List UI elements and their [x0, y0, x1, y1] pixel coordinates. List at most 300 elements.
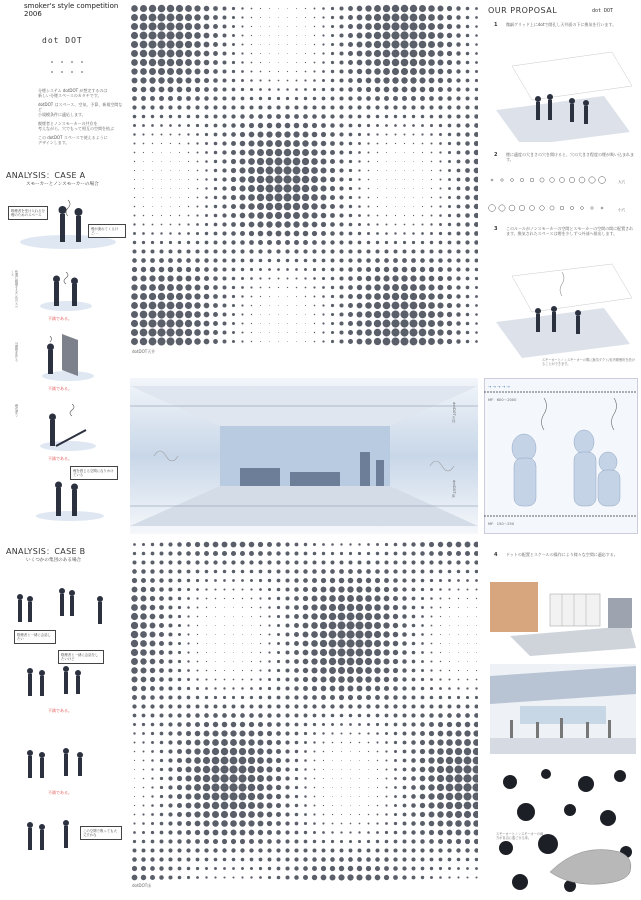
halftone-dot [376, 840, 379, 843]
halftone-dot [466, 43, 470, 47]
halftone-dot [132, 569, 137, 574]
halftone-dot [222, 276, 226, 280]
halftone-dot [439, 115, 443, 119]
halftone-dot [386, 769, 388, 771]
halftone-dot [403, 804, 407, 808]
halftone-dot [314, 323, 315, 324]
halftone-dot [168, 569, 172, 573]
halftone-dot [456, 60, 460, 64]
halftone-dot [206, 607, 207, 608]
halftone-dot [400, 310, 408, 318]
halftone-dot [168, 560, 172, 564]
halftone-dot [161, 224, 163, 226]
halftone-dot [394, 250, 398, 254]
halftone-dot [474, 551, 478, 556]
halftone-dot [287, 314, 288, 315]
halftone-dot [313, 79, 316, 82]
halftone-dot [258, 542, 263, 547]
halftone-dot [350, 778, 351, 779]
halftone-dot [429, 267, 434, 272]
halftone-dot [421, 642, 424, 645]
halftone-dot [429, 731, 434, 736]
halftone-dot [274, 166, 282, 174]
halftone-dot [430, 241, 433, 244]
halftone-dot [232, 705, 236, 709]
halftone-dot [357, 866, 362, 871]
halftone-dot [331, 322, 334, 325]
halftone-dot [150, 87, 156, 93]
halftone-dot [464, 811, 471, 818]
halftone-dot [386, 778, 388, 780]
halftone-dot [160, 732, 164, 736]
halftone-dot [330, 231, 335, 236]
halftone-dot [431, 197, 432, 198]
halftone-dot [233, 607, 234, 608]
halftone-dot [359, 796, 360, 797]
halftone-dot [278, 8, 279, 9]
halftone-dot [232, 687, 234, 689]
halftone-dot [465, 231, 469, 235]
halftone-dot [321, 105, 325, 109]
halftone-dot [322, 34, 324, 36]
halftone-dot [474, 132, 478, 137]
halftone-dot [178, 633, 181, 636]
halftone-dot [367, 133, 370, 136]
halftone-dot [178, 660, 181, 663]
halftone-dot [438, 731, 444, 737]
halftone-dot [374, 622, 381, 629]
halftone-dot [170, 215, 171, 216]
halftone-dot [403, 786, 407, 790]
halftone-dot [160, 831, 164, 835]
halftone-dot [159, 578, 163, 582]
halftone-dot [312, 857, 316, 861]
halftone-dot [330, 159, 335, 164]
halftone-dot [475, 70, 478, 73]
halftone-dot [393, 587, 398, 592]
halftone-dot [223, 858, 227, 862]
halftone-dot [140, 329, 148, 337]
halftone-dot [196, 579, 199, 582]
halftone-dot [131, 14, 138, 21]
halftone-dot [177, 551, 181, 555]
halftone-dot [456, 249, 460, 253]
halftone-dot [356, 667, 363, 674]
halftone-dot [312, 560, 316, 564]
halftone-dot [358, 831, 360, 833]
halftone-dot [332, 751, 333, 752]
halftone-dot [348, 6, 353, 11]
halftone-dot [231, 222, 236, 227]
halftone-dot [178, 597, 181, 600]
halftone-dot [474, 114, 478, 118]
halftone-dot [320, 649, 327, 656]
halftone-dot [195, 740, 201, 746]
halftone-dot [386, 188, 387, 189]
halftone-dot [206, 598, 208, 600]
halftone-dot [168, 614, 172, 618]
halftone-dot [376, 241, 379, 244]
halftone-dot [151, 241, 154, 244]
halftone-dot [437, 338, 443, 344]
halftone-dot [312, 578, 317, 583]
halftone-dot [384, 96, 389, 101]
halftone-dot [222, 96, 226, 100]
halftone-dot [366, 587, 372, 593]
halftone-dot [259, 588, 262, 591]
halftone-dot [215, 607, 216, 608]
halftone-dot [186, 722, 191, 727]
halftone-dot [439, 696, 442, 699]
halftone-dot [330, 123, 335, 128]
halftone-dot [213, 267, 217, 271]
halftone-dot [430, 115, 434, 119]
halftone-dot [411, 785, 416, 790]
halftone-dot [322, 97, 326, 101]
halftone-dot [466, 687, 468, 689]
halftone-dot [403, 795, 407, 799]
halftone-dot [223, 322, 227, 326]
halftone-dot [196, 142, 198, 144]
halftone-dot [365, 631, 373, 639]
halftone-dot [203, 775, 211, 783]
halftone-dot [374, 23, 381, 30]
halftone-dot [277, 669, 280, 672]
halftone-dot [348, 78, 353, 83]
halftone-dot [287, 26, 288, 27]
halftone-dot [151, 741, 154, 744]
halftone-dot [195, 249, 199, 253]
halftone-dot [267, 758, 273, 764]
halftone-dot [214, 205, 217, 208]
scale-dot [550, 206, 554, 210]
halftone-dot [168, 875, 172, 879]
halftone-dot [466, 7, 470, 11]
halftone-dot [223, 570, 227, 574]
halftone-dot [394, 840, 398, 844]
halftone-dot [214, 151, 218, 155]
halftone-dot [177, 767, 182, 772]
halftone-dot [132, 276, 138, 282]
halftone-dot [359, 769, 360, 770]
halftone-dot [349, 205, 352, 208]
halftone-dot [429, 551, 434, 556]
halftone-dot [212, 757, 220, 765]
halftone-dot [187, 687, 190, 690]
halftone-dot [303, 848, 307, 852]
halftone-dot [157, 319, 165, 327]
halftone-dot [133, 561, 137, 565]
halftone-dot [260, 35, 261, 36]
halftone-dot [458, 625, 459, 626]
halftone-dot [186, 96, 191, 101]
halftone-dot [160, 813, 163, 816]
halftone-dot [448, 687, 451, 690]
halftone-dot [347, 586, 353, 592]
halftone-dot [458, 607, 459, 608]
halftone-dot [240, 551, 245, 556]
halftone-dot [194, 302, 200, 308]
halftone-dot [447, 69, 452, 74]
halftone-dot [267, 749, 273, 755]
halftone-dot [419, 23, 427, 31]
halftone-dot [348, 285, 353, 290]
halftone-dot [337, 621, 345, 629]
halftone-dot [385, 813, 387, 815]
halftone-dot [356, 622, 364, 630]
halftone-dot [212, 730, 218, 736]
halftone-dot [133, 133, 136, 136]
halftone-dot [448, 178, 451, 181]
halftone-dot [430, 696, 434, 700]
halftone-dot [303, 623, 309, 629]
halftone-dot [213, 276, 218, 281]
halftone-dot [413, 224, 415, 226]
halftone-dot [331, 70, 334, 73]
halftone-dot [143, 170, 144, 171]
halftone-dot [267, 105, 271, 109]
case-a-bubble-1: 喫煙者を受け入れる分煙のためのスペース [8, 206, 48, 220]
halftone-dot [168, 587, 172, 591]
halftone-dot [383, 311, 391, 319]
lead-line: 小規模条件に適応します。 [38, 112, 86, 117]
halftone-dot [195, 542, 200, 547]
halftone-dot [395, 170, 396, 171]
halftone-dot [420, 830, 425, 835]
halftone-dot [276, 758, 281, 763]
halftone-dot [420, 96, 425, 101]
halftone-dot [412, 115, 415, 118]
halftone-dot [420, 258, 425, 263]
halftone-dot [204, 830, 210, 836]
halftone-dot [268, 259, 272, 263]
halftone-dot [403, 250, 407, 254]
halftone-dot [467, 652, 468, 653]
halftone-dot [203, 739, 209, 745]
halftone-dot [447, 276, 452, 281]
halftone-dot [449, 616, 450, 617]
halftone-dot [355, 639, 363, 647]
halftone-dot [295, 795, 298, 798]
halftone-dot [322, 313, 324, 315]
halftone-dot [420, 276, 426, 282]
halftone-dot [294, 578, 298, 582]
halftone-dot [302, 140, 308, 146]
halftone-dot [150, 875, 155, 880]
halftone-dot [294, 123, 300, 129]
halftone-dot [359, 787, 360, 788]
halftone-dot [349, 142, 353, 146]
halftone-dot [421, 133, 423, 135]
halftone-dot [456, 6, 460, 10]
halftone-dot [266, 221, 272, 227]
halftone-dot [249, 231, 254, 236]
halftone-dot [231, 132, 236, 137]
halftone-dot [170, 152, 171, 153]
halftone-dot [422, 197, 423, 198]
halftone-dot [204, 69, 209, 74]
halftone-dot [141, 87, 147, 93]
halftone-dot [251, 670, 253, 672]
halftone-dot [266, 194, 274, 202]
halftone-dot [330, 186, 335, 191]
halftone-dot [375, 578, 380, 583]
halftone-dot [142, 831, 145, 834]
halftone-dot [142, 714, 146, 718]
halftone-dot [374, 77, 380, 83]
halftone-dot [141, 596, 147, 602]
halftone-dot [206, 661, 207, 662]
halftone-dot [421, 678, 424, 681]
halftone-dot [239, 739, 246, 746]
halftone-dot [368, 769, 369, 770]
halftone-dot [411, 258, 416, 263]
halftone-dot [240, 231, 245, 236]
halftone-dot [329, 676, 335, 682]
halftone-dot [447, 42, 452, 47]
halftone-dot [466, 579, 469, 582]
halftone-dot [223, 25, 227, 29]
halftone-dot [259, 876, 262, 879]
halftone-dot [321, 704, 325, 708]
halftone-dot [285, 587, 289, 591]
halftone-dot [248, 739, 254, 745]
halftone-dot [204, 848, 208, 852]
halftone-dot [257, 140, 264, 147]
competition-header: smoker's style competition 2006 [24, 2, 119, 18]
halftone-dot [194, 311, 201, 318]
halftone-dot [239, 730, 245, 736]
halftone-dot [322, 25, 324, 27]
halftone-dot [131, 50, 138, 57]
halftone-dot [339, 141, 343, 145]
halftone-dot [268, 606, 271, 609]
halftone-dot [466, 97, 470, 101]
halftone-dot [384, 686, 389, 691]
halftone-dot [329, 622, 337, 630]
halftone-dot [148, 310, 156, 318]
halftone-dot [467, 634, 468, 635]
halftone-dot [250, 79, 253, 82]
halftone-dot [376, 543, 379, 546]
lead-line: 分煙システム dotDOT が想定するのは [38, 88, 108, 93]
halftone-dot [268, 660, 270, 662]
halftone-dot [421, 867, 425, 871]
halftone-dot [276, 767, 281, 772]
halftone-dot [322, 79, 325, 82]
halftone-dot [384, 587, 389, 592]
halftone-dot [268, 624, 270, 626]
halftone-dot [420, 722, 425, 727]
halftone-dot [240, 105, 244, 109]
halftone-dot [385, 714, 389, 718]
halftone-dot [365, 604, 372, 611]
halftone-dot [313, 268, 316, 271]
halftone-dot [412, 687, 416, 691]
halftone-dot [187, 624, 189, 626]
halftone-dot [214, 232, 218, 236]
halftone-dot [223, 43, 227, 47]
halftone-dot [213, 551, 218, 556]
halftone-dot [133, 723, 136, 726]
halftone-dot [294, 668, 299, 673]
halftone-dot [168, 258, 173, 263]
halftone-dot [446, 739, 453, 746]
halftone-dot [132, 704, 136, 708]
halftone-dot [473, 793, 478, 801]
halftone-dot [400, 337, 408, 345]
halftone-dot [278, 278, 280, 280]
halftone-dot [168, 803, 172, 807]
halftone-dot [331, 277, 335, 281]
halftone-dot [185, 50, 192, 57]
halftone-dot [187, 588, 190, 591]
halftone-dot [377, 814, 379, 816]
halftone-dot [285, 722, 289, 726]
halftone-dot [438, 830, 444, 836]
halftone-dot [348, 312, 353, 317]
halftone-dot [196, 678, 198, 680]
halftone-dot [330, 704, 334, 708]
halftone-dot [383, 32, 391, 40]
halftone-dot [151, 552, 155, 556]
halftone-dot [303, 857, 307, 861]
halftone-dot [168, 96, 173, 101]
halftone-dot [287, 35, 288, 36]
halftone-dot [428, 784, 434, 790]
halftone-dot [409, 328, 417, 336]
halftone-dot [472, 774, 478, 782]
halftone-dot [437, 820, 443, 826]
halftone-dot [186, 740, 191, 745]
halftone-dot [429, 722, 434, 727]
halftone-dot [321, 141, 326, 146]
halftone-dot [392, 59, 400, 67]
halftone-dot [257, 203, 264, 210]
halftone-dot [358, 142, 361, 145]
halftone-dot [277, 867, 281, 871]
halftone-dot [231, 141, 236, 146]
halftone-dot [357, 294, 363, 300]
halftone-dot [258, 821, 264, 827]
halftone-dot [196, 858, 200, 862]
halftone-dot [133, 831, 136, 834]
halftone-dot [168, 632, 172, 636]
halftone-dot [384, 105, 388, 109]
halftone-dot [213, 294, 218, 299]
halftone-dot [356, 676, 363, 683]
halftone-dot [142, 223, 144, 225]
halftone-dot [132, 258, 137, 263]
scale-dot [499, 205, 505, 211]
halftone-dot [260, 296, 261, 297]
halftone-dot [231, 159, 236, 164]
halftone-dot [428, 284, 434, 290]
halftone-dot [332, 823, 334, 825]
halftone-dot [366, 704, 370, 708]
halftone-dot [303, 668, 308, 673]
halftone-dot [449, 643, 450, 644]
halftone-dot [367, 124, 370, 127]
halftone-dot [248, 203, 255, 210]
halftone-dot [404, 134, 406, 136]
halftone-dot [384, 87, 390, 93]
halftone-dot [394, 768, 397, 771]
halftone-dot [312, 587, 317, 592]
halftone-dot [140, 649, 147, 656]
halftone-dot [383, 649, 389, 655]
halftone-dot [313, 259, 317, 263]
